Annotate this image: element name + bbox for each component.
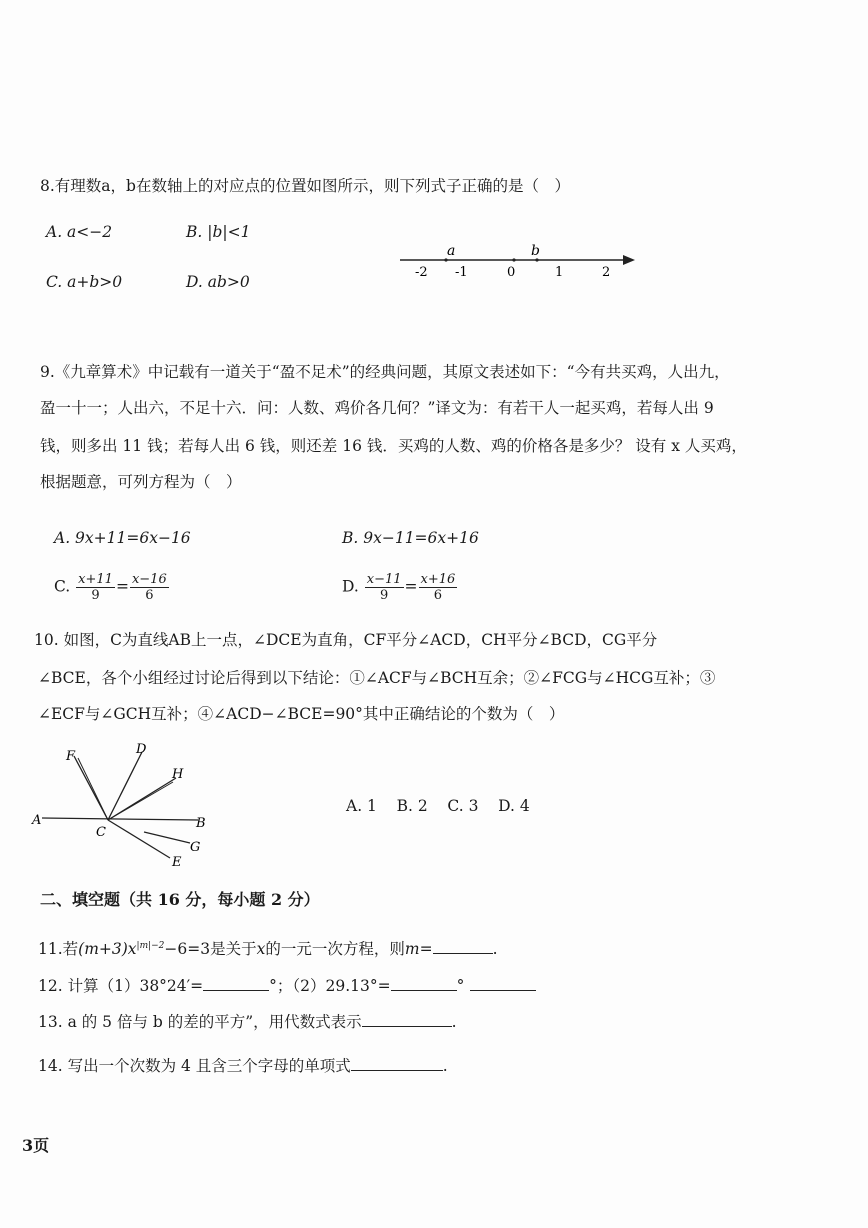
section-title: 二、填空题（共 16 分，每小题 2 分） xyxy=(40,890,320,909)
q11: 11.若$(m+3)x^{|m|-2}-6=3$是关于x的一元一次方程，则m= . xyxy=(38,940,498,959)
q13: 13. a 的 5 倍与 b 的差的平方”，用代数式表示 . xyxy=(38,1013,457,1031)
fraction: $\frac{x+16}{6}$ xyxy=(420,572,456,603)
label-b: B xyxy=(196,816,206,831)
q10-options: A. 1 B. 2 C. 3 D. 4 xyxy=(346,797,530,815)
q9-option-d: D. $\frac{x-11}{9}$ = $\frac{x+16}{6}$ xyxy=(342,572,456,603)
angle-figure xyxy=(30,738,220,868)
fraction: $\frac{x+11}{9}$ xyxy=(78,572,113,603)
label-e: E xyxy=(172,855,182,868)
q14: 14. 写出一个次数为 4 且含三个字母的单项式 . xyxy=(38,1057,448,1075)
q8-option-a: A. a<−2 xyxy=(46,223,113,241)
q9-line3: 钱，则多出 11 钱；若每人出 6 钱，则还差 16 钱．买鸡的人数、鸡的价格各是多少？ 设有 x 人买鸡， xyxy=(40,437,747,455)
q9-line4: 根据题意，可列方程为（ ） xyxy=(40,473,242,491)
answer-blank xyxy=(470,976,536,991)
tick-label: 0 xyxy=(507,265,516,280)
tick-label: 1 xyxy=(555,265,564,280)
tick-label: -1 xyxy=(455,265,468,280)
q8-option-c: C. a+b>0 xyxy=(46,273,123,291)
q12: 12. 计算（1）38°24′= °；（2）29.13°= ° xyxy=(38,976,536,996)
q9-line2: 盈一十一；人出六，不足十六．问：人数、鸡价各几何？”译文为：有若干人一起买鸡，若每人出 9 xyxy=(40,399,714,417)
label-h: H xyxy=(172,767,184,782)
answer-blank xyxy=(351,1056,443,1071)
q8-option-b: B. |b|<1 xyxy=(186,223,251,241)
fraction: $\frac{x-16}{6}$ xyxy=(131,572,167,603)
number-line xyxy=(395,238,645,283)
page-number: 3页 xyxy=(22,1136,50,1155)
label-d: D xyxy=(136,742,147,757)
q10-line2: ∠BCE，各个小组经过讨论后得到以下结论：①∠ACF与∠BCH互余；②∠FCG与∠HCG互补；③ xyxy=(38,669,716,687)
label-f: F xyxy=(66,749,76,764)
answer-blank xyxy=(203,976,269,991)
answer-blank xyxy=(391,976,457,991)
arrow-icon xyxy=(623,255,635,265)
q9-option-b: B. 9x−11=6x+16 xyxy=(342,529,479,547)
tick-label: -2 xyxy=(415,265,428,280)
q8-stem: 8.有理数a，b在数轴上的对应点的位置如图所示，则下列式子正确的是（ ） xyxy=(40,177,570,195)
point-a-label: a xyxy=(447,243,456,259)
point-b-label: b xyxy=(531,243,540,259)
answer-blank xyxy=(362,1012,452,1027)
tick-label: 2 xyxy=(602,265,611,280)
label-a: A xyxy=(32,813,42,828)
fraction: $\frac{x-11}{9}$ xyxy=(366,572,402,603)
option-label: D. xyxy=(342,577,359,596)
label-g: G xyxy=(190,840,201,855)
q9-option-a: A. 9x+11=6x−16 xyxy=(54,529,191,547)
q8-option-d: D. ab>0 xyxy=(186,273,250,291)
q9-line1: 9.《九章算术》中记载有一道关于“盈不足术”的经典问题，其原文表述如下：“今有共买鸡，人出九， xyxy=(40,363,730,381)
q10-line1: 10. 如图，C为直线AB上一点，∠DCE为直角，CF平分∠ACD，CH平分∠BCD，CG平分 xyxy=(34,631,658,649)
label-c: C xyxy=(96,825,106,840)
q9-option-c: C. $\frac{x+11}{9}$ = $\frac{x-16}{6}$ xyxy=(54,572,167,603)
answer-blank xyxy=(433,939,493,954)
q10-line3: ∠ECF与∠GCH互补；④∠ACD−∠BCE=90°其中正确结论的个数为（ ） xyxy=(38,705,565,723)
option-label: C. xyxy=(54,577,71,596)
